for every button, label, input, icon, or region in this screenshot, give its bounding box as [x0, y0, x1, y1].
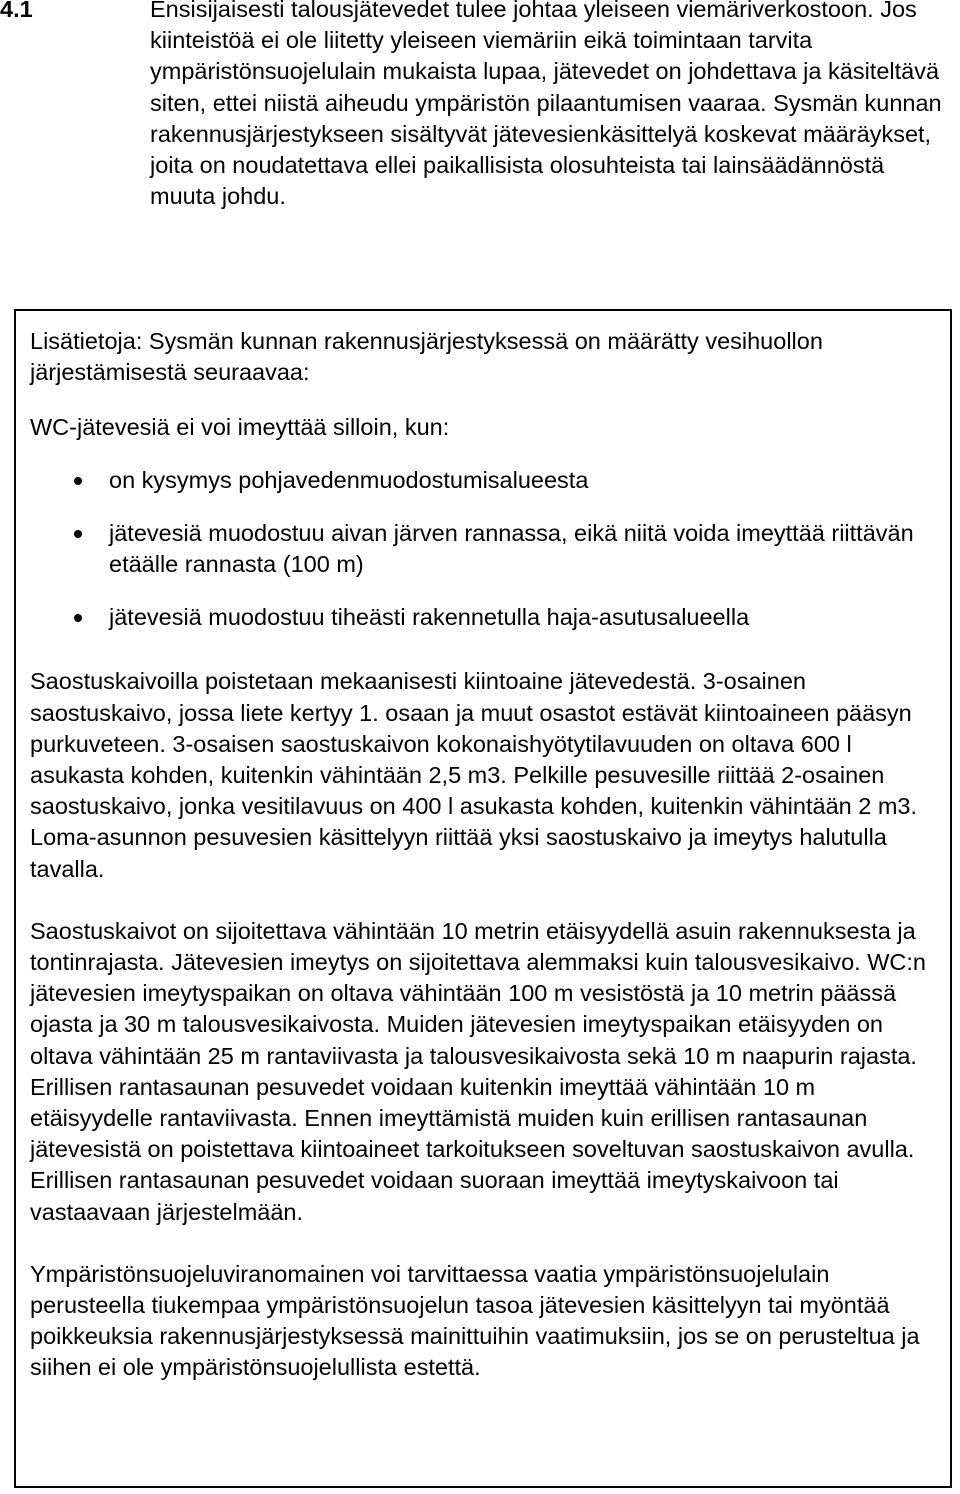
- info-box-content: [30, 326, 940, 1384]
- bullet-icon: [74, 530, 82, 538]
- list-item-text: jätevesiä muodostuu tiheästi rakennetulla haja-asutusalueella: [109, 604, 750, 631]
- list-item-text: on kysymys pohjavedenmuodostumisalueesta: [109, 466, 589, 493]
- list-item: [30, 465, 940, 496]
- distance-paragraph: Saostuskaivot on sijoitettava vähintään 10 metrin etäisyydellä asuin rakennuksesta ja tontinrajasta. Jätevesien imeytys on sijoitettava alemmaksi kuin talousvesikaivo. WC:n jätevesien imeytyspaikan on oltava vähintään 100 m vesistöstä ja 10 metrin päässä ojasta ja 30 m talousvesikaivosta. Muiden jätevesien imeytyspaikan etäisyyden on oltava vähintään 25 m rantaviivasta ja talousvesikaivosta sekä 10 m naapurin rajasta. Erillisen rantasaunan pesuvedet voidaan kuitenkin imeyttää vähintään 10 m etäisyydelle rantaviivasta. Ennen imeyttämistä muiden kuin erillisen rantasaunan jätevesistä on poistettava kiintoaineet tarkoitukseen soveltuvan saostuskaivon avulla. Erillisen rantasaunan pesuvedet voidaan suoraan imeyttää imeytyskaivoon tai vastaavaan järjestelmään.: [30, 917, 926, 1225]
- wc-heading: WC-jätevesiä ei voi imeyttää silloin, kun:: [30, 414, 450, 441]
- info-box: [14, 309, 952, 1488]
- list-item: [30, 518, 940, 580]
- authority-paragraph: Ympäristönsuojeluviranomainen voi tarvittaessa vaatia ympäristönsuojelulain perusteella tiukempaa ympäristönsuojelun tasoa jätevesien käsittelyyn tai myöntää poikkeuksia rakennusjärjestyksessä mainittuihin vaatimuksiin, jos se on perusteltua ja siihen ei ole ympäristönsuojelullista estettä.: [30, 1260, 920, 1381]
- restriction-list: [30, 465, 940, 634]
- list-item-text: jätevesiä muodostuu aivan järven rannassa, eikä niitä voida imeyttää riittävän etäälle rannasta (100 m): [109, 519, 914, 578]
- section-paragraph: Ensisijaisesti talousjätevedet tulee johtaa yleiseen viemäriverkostoon. Jos kiinteistöä ei ole liitetty yleiseen viemäriin eikä toimintaan tarvita ympäristönsuojelulain mukaista lupaa, jätevedet on johdettava ja käsiteltävä siten, ettei niistä aiheudu ympäristön pilaantumisen vaaraa. Sysmän kunnan rakennusjärjestykseen sisältyvät jätevesienkäsittelyä koskevat määräykset, joita on noudatettava ellei paikallisista olosuhteista tai lainsäädännöstä muuta johdu.: [150, 0, 942, 210]
- list-item: [30, 602, 940, 633]
- section-number: 4.1: [0, 0, 33, 22]
- bullet-icon: [74, 614, 82, 622]
- info-intro: Lisätietoja: Sysmän kunnan rakennusjärjestyksessä on määrätty vesihuollon järjestämisestä seuraavaa:: [30, 328, 823, 386]
- bullet-icon: [74, 477, 82, 485]
- septic-tank-paragraph: Saostuskaivoilla poistetaan mekaanisesti kiintoaine jätevedestä. 3-osainen saostuskaivo, jossa liete kertyy 1. osaan ja muut osastot estävät kiintoaineen pääsyn purkuveteen. 3-osaisen saostuskaivon kokonaishyötytilavuuden on oltava 600 l asukasta kohden, kuitenkin vähintään 2,5 m3. Pelkille pesuvesille riittää 2-osainen saostuskaivo, jonka vesitilavuus on 400 l asukasta kohden, kuitenkin vähintään 2 m3. Loma-asunnon pesuvesien käsittelyyn riittää yksi saostuskaivo ja imeytys halutulla tavalla.: [30, 668, 918, 882]
